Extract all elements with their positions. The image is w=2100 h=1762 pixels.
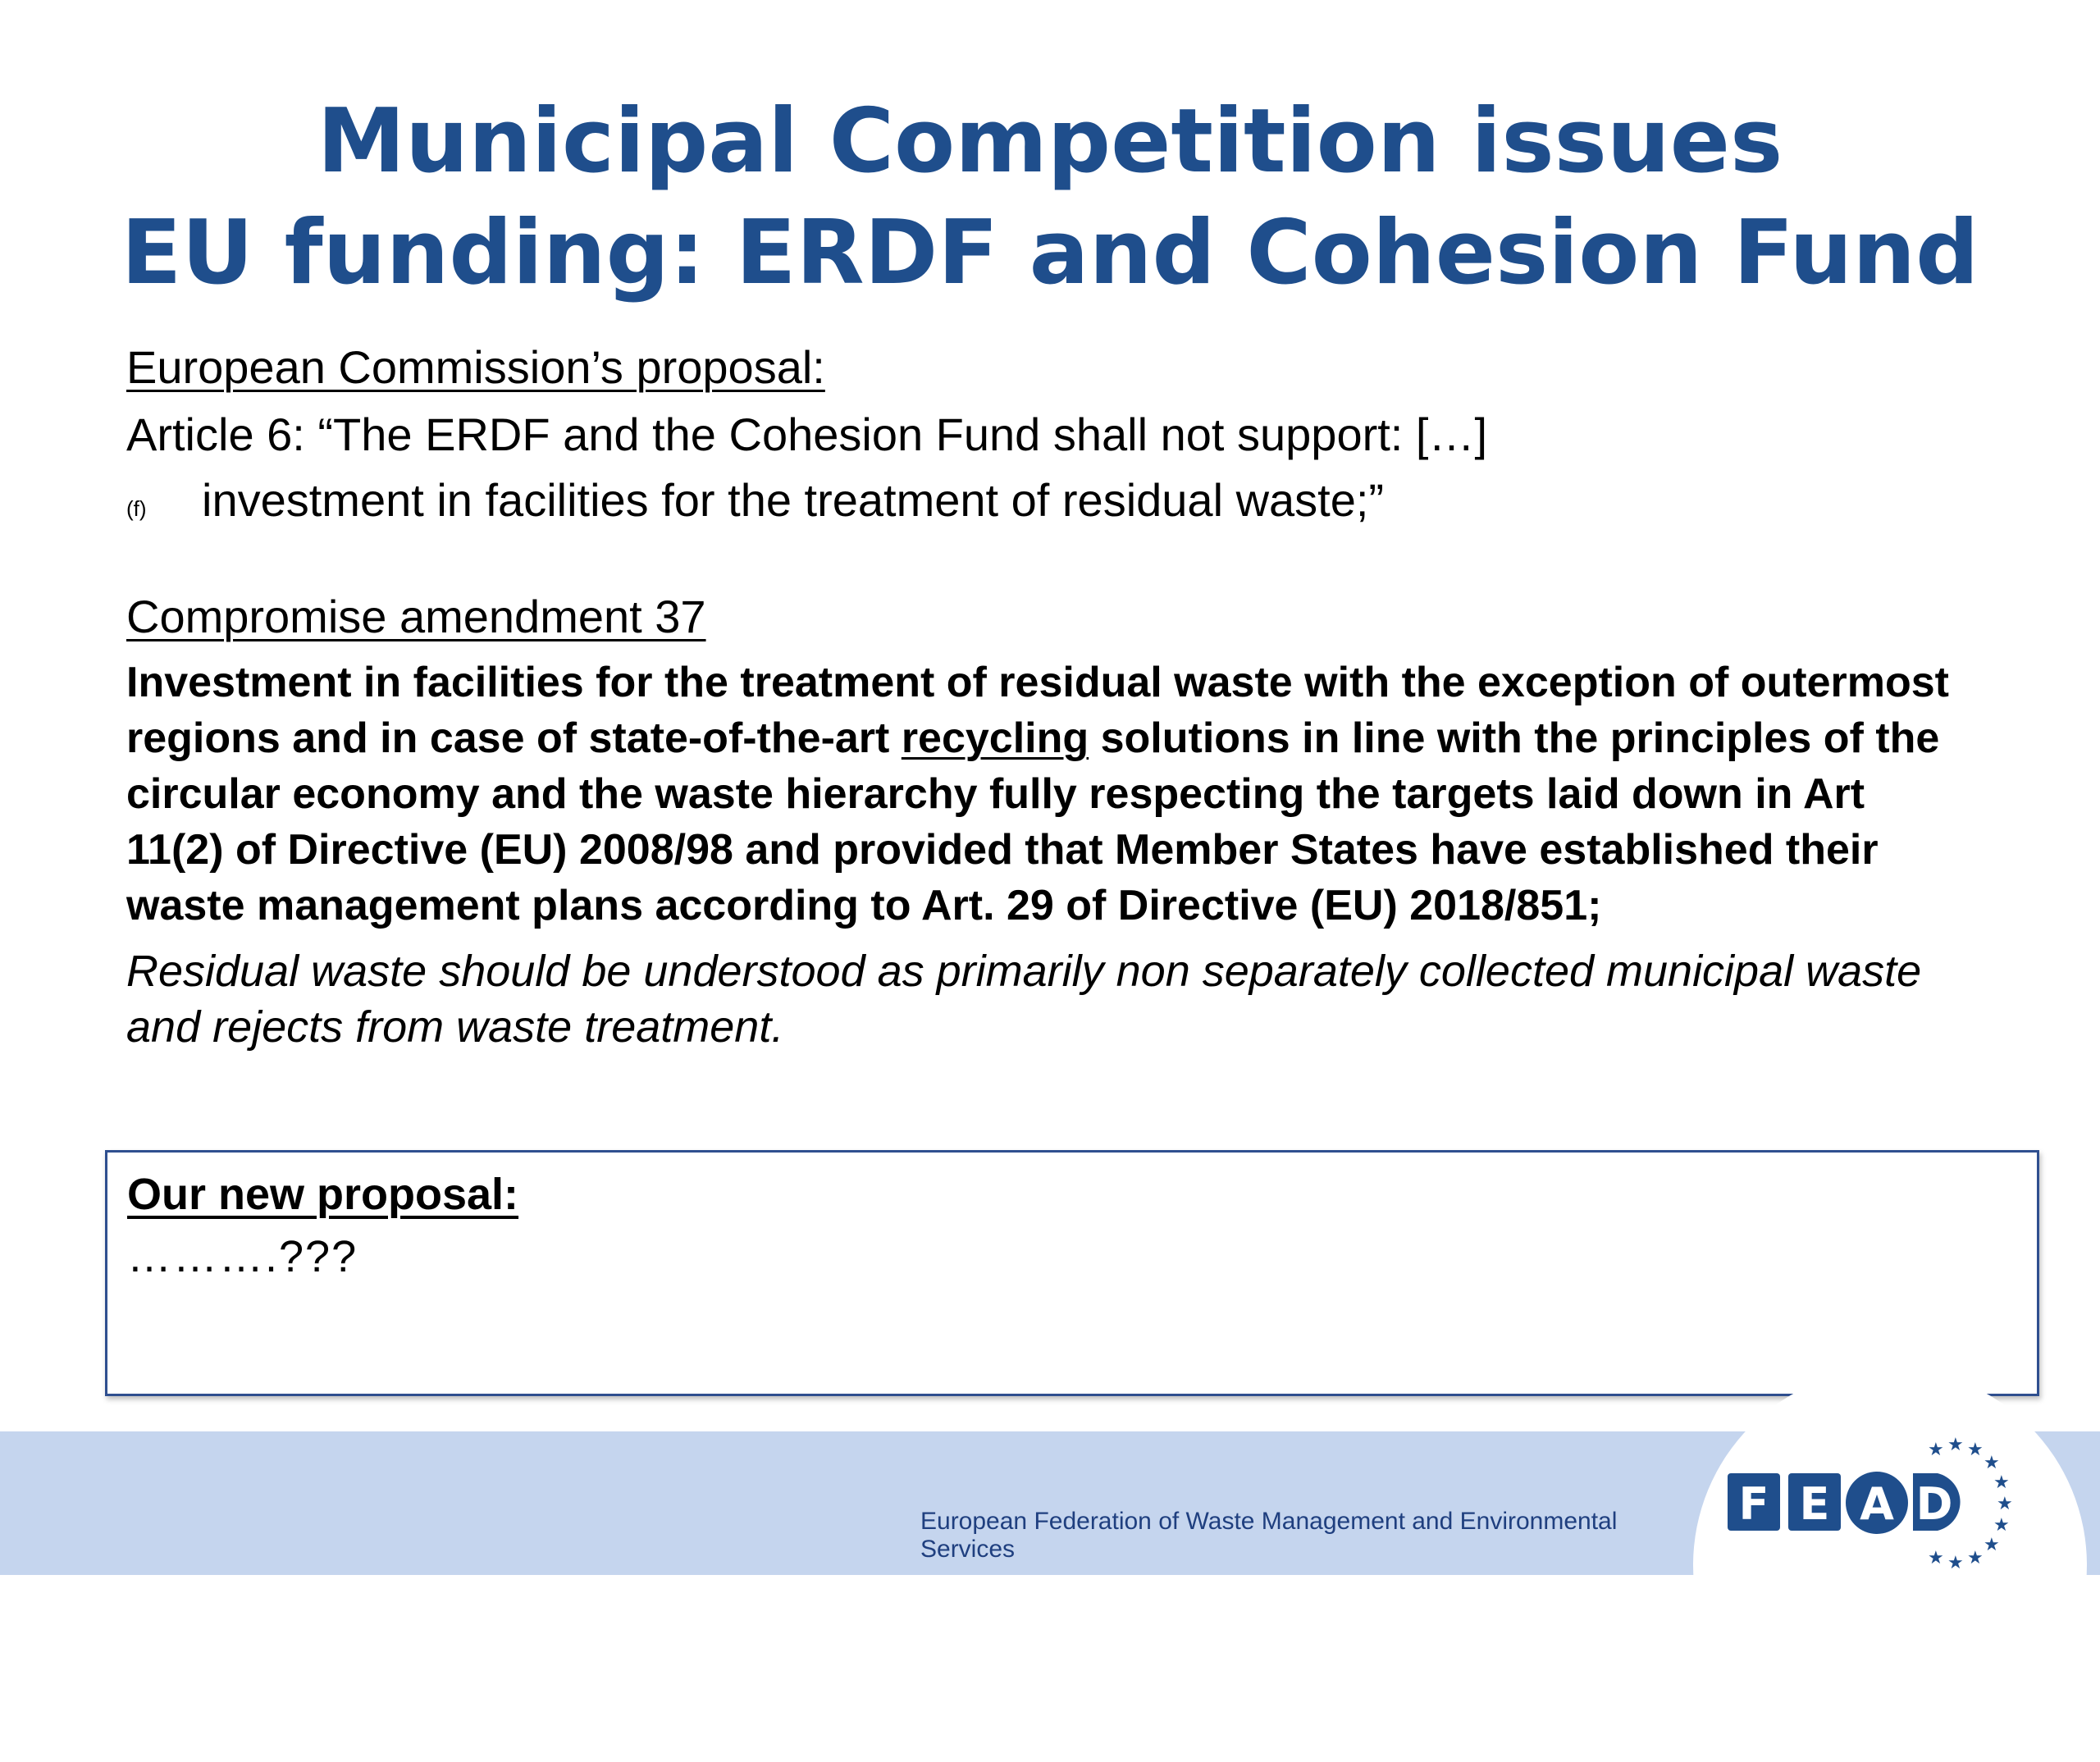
fead-logo: [1723, 1437, 2034, 1568]
logo-letters: [1728, 1472, 1961, 1534]
amendment-text-end: solutions in line with the principles of the circular economy and the waste hierarchy fully respecting the targets laid down in Art 11(2) of Directive (EU) 2008/98 and provided that Member States have established their waste management plans according to Art. 29 of Directive (EU) 2018/851;: [126, 714, 1940, 929]
residual-waste-note: Residual waste should be understood as primarily non separately collected municipal waste and rejects from waste treatment.: [126, 947, 1922, 1052]
new-proposal-heading: Our new proposal:: [127, 1170, 519, 1219]
svg-text:★: ★: [1993, 1472, 2010, 1493]
item-text: investment in facilities for the treatment of residual waste;”: [202, 474, 1385, 526]
logo-letter-d: D: [1915, 1478, 1953, 1530]
amendment-heading: Compromise amendment 37: [126, 591, 706, 642]
new-proposal-box: [105, 1150, 2039, 1396]
svg-text:★: ★: [1997, 1494, 2013, 1514]
svg-text:★: ★: [1947, 1437, 1964, 1455]
svg-text:★: ★: [1947, 1553, 1964, 1568]
new-proposal-value: ……….???: [127, 1232, 358, 1281]
title-line-2: EU funding: ERDF and Cohesion Fund: [121, 202, 1979, 304]
amendment-text-start: Investment in facilities for the treatment of residual waste with the exception of outermost regions and in case of state-of-the-art: [126, 659, 1949, 762]
svg-text:★: ★: [1967, 1548, 1984, 1568]
svg-text:★: ★: [1928, 1440, 1944, 1460]
recycling-underlined: recycling: [901, 714, 1089, 762]
article-item-f: [126, 468, 1964, 541]
svg-text:★: ★: [1928, 1548, 1944, 1568]
logo-letter-f: F: [1738, 1478, 1769, 1530]
logo-letter-e: E: [1799, 1478, 1830, 1530]
title-line-1: Municipal Competition issues: [317, 90, 1783, 193]
svg-text:★: ★: [1993, 1515, 2010, 1536]
svg-text:★: ★: [1984, 1535, 2000, 1555]
logo-letter-a: A: [1860, 1478, 1894, 1530]
svg-text:★: ★: [1984, 1453, 2000, 1473]
amendment-text: [126, 655, 1964, 933]
article-6-text: Article 6: “The ERDF and the Cohesion Fund shall not support: […]: [126, 409, 1488, 460]
svg-text:★: ★: [1967, 1440, 1984, 1460]
slide-title: [0, 86, 2100, 309]
slide-body: [126, 335, 1964, 1055]
commission-proposal-heading: European Commission’s proposal:: [126, 341, 825, 393]
footer-organization-name: European Federation of Waste Management and Environmental Services: [920, 1508, 1618, 1563]
item-marker: (f): [126, 496, 147, 521]
